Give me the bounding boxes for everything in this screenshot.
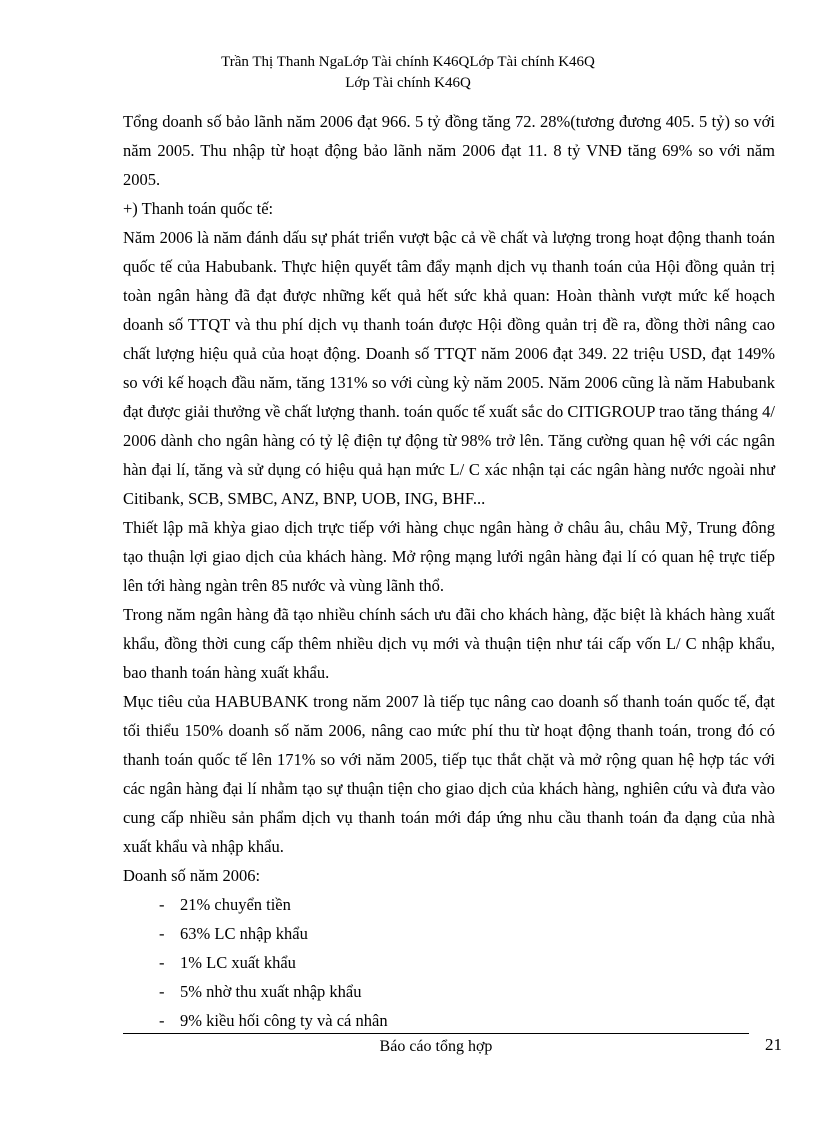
list-item [123,890,775,919]
list-bullet: - [159,982,165,1001]
paragraph-2007-goals: Mục tiêu của HABUBANK trong năm 2007 là tiếp tục nâng cao doanh số thanh toán quốc tế, đạt tối thiểu 150% doanh số năm 2006, nâng cao mức phí thu từ hoạt động thanh toán, trong đó có thanh toán quốc tế lên 171% so với năm 2005, tiếp tục thắt chặt và mở rộng quan hệ hợp tác với các ngân hàng đại lí nhằm tạo sự thuận tiện cho giao dịch của khách hàng, nghiên cứu và đưa vào cung cấp nhiều sản phẩm dịch vụ thanh toán mới đáp ứng nhu cầu thanh toán đa dạng của nhà xuất khẩu và nhập khẩu. [123,692,775,856]
list-item [123,1006,775,1035]
list-bullet: - [159,953,165,972]
list-bullet: - [159,924,165,943]
list-item-text: 5% nhờ thu xuất nhập khẩu [180,982,362,1001]
list-item-text: 1% LC xuất khẩu [180,953,296,972]
paragraph-guarantee: Tổng doanh số bảo lãnh năm 2006 đạt 966. 5 tỷ đồng tăng 72. 28%(tương đương 405. 5 tỷ) so với năm 2005. Thu nhập từ hoạt động bảo lãnh năm 2006 đạt 11. 8 tỷ VNĐ tăng 69% so với năm 2005. [123,112,775,189]
list-item [123,919,775,948]
list-item-text: 9% kiều hối công ty và cá nhân [180,1011,388,1030]
header-line-2: Lớp Tài chính K46Q [345,75,471,91]
list-bullet: - [159,1011,165,1030]
list-item-text: 63% LC nhập khẩu [180,924,308,943]
body-text [123,107,775,1035]
footer-divider [123,1033,749,1034]
page-number: 21 [765,1035,782,1054]
paragraph-correspondent-banks: Thiết lập mã khỳa giao dịch trực tiếp với hàng chục ngân hàng ở châu âu, châu Mỹ, Trung đông tạo thuận lợi giao dịch của khách hàng. Mở rộng mạng lưới ngân hàng đại lí có quan hệ trực tiếp lên tới hàng ngàn trên 85 nước và vùng lãnh thổ. [123,518,775,595]
list-item-text: 21% chuyển tiền [180,895,291,914]
header-line-1: Trần Thị Thanh NgaLớp Tài chính K46QLớp Tài chính K46Q [221,54,595,70]
revenue-breakdown-list [123,890,775,1035]
list-item [123,948,775,977]
paragraph-incentives: Trong năm ngân hàng đã tạo nhiều chính sách ưu đãi cho khách hàng, đặc biệt là khách hàng xuất khẩu, đồng thời cung cấp thêm nhiều dịch vụ mới và thuận tiện như tái cấp vốn L/ C nhập khẩu, bao thanh toán hàng xuất khẩu. [123,605,775,682]
section-heading-international-payment: +) Thanh toán quốc tế: [123,199,274,218]
list-item [123,977,775,1006]
paragraph-revenue-intro: Doanh số năm 2006: [123,866,261,885]
paragraph-2006-results: Năm 2006 là năm đánh dấu sự phát triển vượt bậc cả về chất và lượng trong hoạt động thanh toán quốc tế của Habubank. Thực hiện quyết tâm đẩy mạnh dịch vụ thanh toán của Hội đồng quản trị toàn ngân hàng đã đạt được những kết quả hết sức khả quan: Hoàn thành vượt mức kế hoạch doanh số TTQT và thu phí dịch vụ thanh toán được Hội đồng quản trị đề ra, đồng thời nâng cao chất lượng hiệu quả của hoạt động. Doanh số TTQT năm 2006 đạt 349. 22 triệu USD, đạt 149% so với kế hoạch đầu năm, tăng 131% so với cùng kỳ năm 2005. Năm 2006 cũng là năm Habubank đạt được giải thưởng về chất lượng thanh. toán quốc tế xuất sắc do CITIGROUP trao tăng tháng 4/ 2006 dành cho ngân hàng có tỷ lệ điện tự động từ 98% trở lên. Tăng cường quan hệ với các ngân hàn đại lí, tăng và sử dụng có hiệu quả hạn mức L/ C xác nhận tại các ngân hàng nước ngoài như Citibank, SCB, SMBC, ANZ, BNP, UOB, ING, BHF... [123,228,775,508]
footer-title: Báo cáo tổng hợp [379,1038,493,1055]
list-bullet: - [159,895,165,914]
